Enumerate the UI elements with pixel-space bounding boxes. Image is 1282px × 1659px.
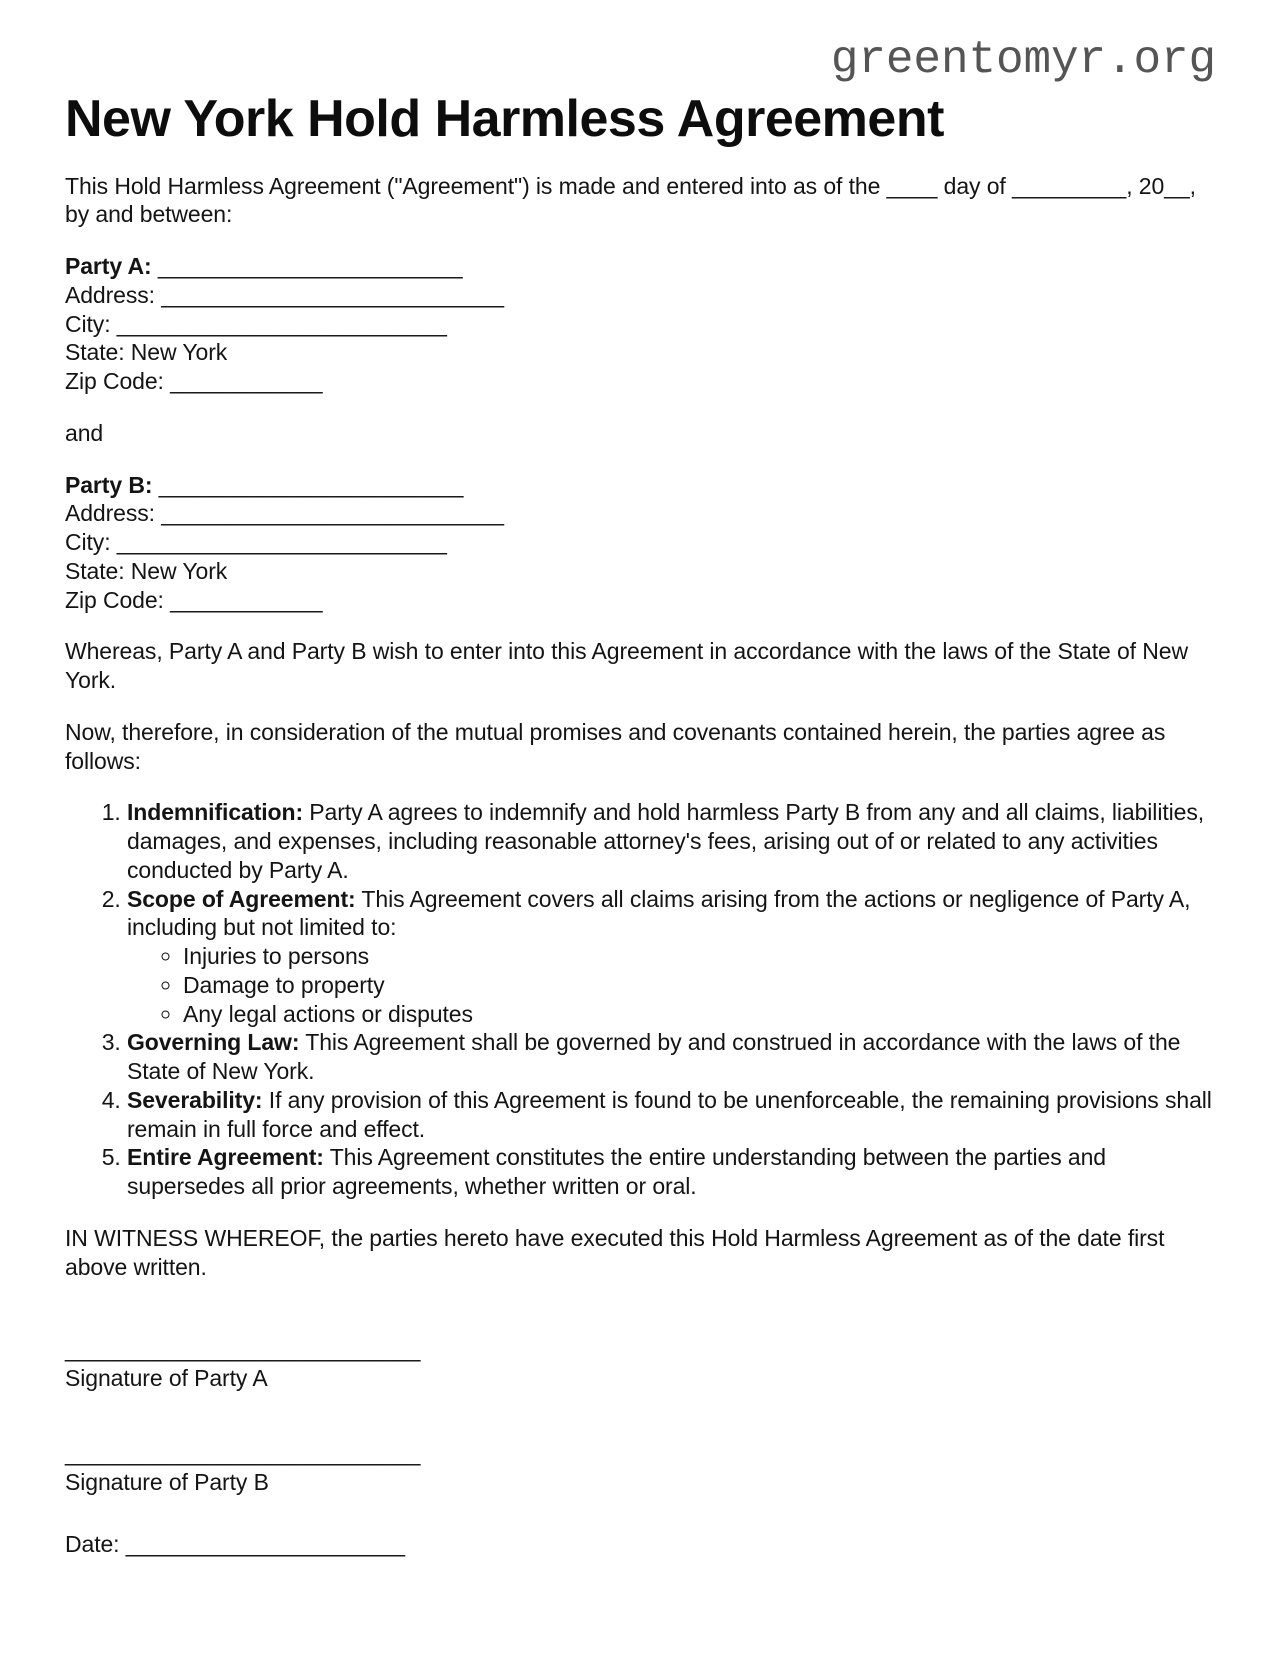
clause-text: This Agreement shall be governed by and construed in accordance with the laws of the State of New York. [127,1029,1181,1085]
intro-paragraph: This Hold Harmless Agreement ("Agreement") is made and entered into as of the ____ day of _________, 20__, by and between: [65,172,1196,228]
party-b-city-line: City: __________________________ [65,529,447,556]
clause-text: This Agreement constitutes the entire understanding between the parties and supersedes all prior agreements, whether written or oral. [127,1144,1106,1200]
clause-indemnification [127,798,1216,884]
clause-title: Indemnification: [127,799,304,826]
whereas-paragraph: Whereas, Party A and Party B wish to enter into this Agreement in accordance with the laws of the State of New York. [65,638,1188,694]
party-b-block [65,471,1216,615]
party-a-name-blank: ________________________ [151,253,463,280]
sub-item-damage: ◦ Damage to property [183,971,1216,1000]
signature-label-party-b: Signature of Party B [65,1468,269,1495]
party-b-label: Party B: [65,471,153,498]
clause-governing-law [127,1028,1216,1086]
signature-label-party-a: Signature of Party A [65,1365,268,1392]
party-b-state-line: State: New York [65,557,228,584]
party-b-address-line: Address: ___________________________ [65,500,504,527]
party-a-zip-line: Zip Code: ____________ [65,368,323,395]
party-a-name-line [65,252,1216,281]
party-a-address-line: Address: ___________________________ [65,281,504,308]
clause-title: Scope of Agreement: [127,885,356,912]
party-b-name-line [65,471,1216,500]
connector-text: and [65,419,104,446]
witness-paragraph: IN WITNESS WHEREOF, the parties hereto have executed this Hold Harmless Agreement as of the date first above written. [65,1224,1165,1280]
party-a-state-line: State: New York [65,339,228,366]
date-line: Date: ______________________ [65,1531,405,1558]
clause-text: Party A agrees to indemnify and hold harmless Party B from any and all claims, liabilities, damages, and expenses, including reasonable attorney's fees, arising out of or related to any activities conducted by Party A. [127,799,1205,883]
party-a-city-line: City: __________________________ [65,310,447,337]
sub-item-legal: ◦ Any legal actions or disputes [183,1000,1216,1029]
site-watermark: greentomyr.org [830,34,1216,86]
clauses-list [65,798,1216,1201]
clause-title: Severability: [127,1086,263,1113]
clause-scope [127,885,1216,1029]
signature-line-party-b: ____________________________ [65,1439,421,1466]
clause-text: This Agreement covers all claims arising from the actions or negligence of Party A, including but not limited to: [127,885,1191,941]
party-a-block [65,252,1216,396]
signature-block-party-a [65,1335,1216,1393]
scope-sub-list [127,942,1216,1028]
clause-severability [127,1086,1216,1144]
party-b-zip-line: Zip Code: ____________ [65,586,323,613]
clause-entire-agreement [127,1143,1216,1201]
signature-block-party-b [65,1439,1216,1497]
signature-line-party-a: ____________________________ [65,1336,421,1363]
therefore-paragraph: Now, therefore, in consideration of the mutual promises and covenants contained herein, the parties agree as follows: [65,718,1166,774]
clause-title: Governing Law: [127,1029,300,1056]
clause-title: Entire Agreement: [127,1144,324,1171]
party-a-label: Party A: [65,253,152,280]
clause-text: If any provision of this Agreement is found to be unenforceable, the remaining provisions shall remain in full force and effect. [127,1086,1212,1142]
page-title: New York Hold Harmless Agreement [65,90,944,149]
party-b-name-blank: ________________________ [152,471,464,498]
sub-item-injuries: ◦ Injuries to persons [183,942,1216,971]
